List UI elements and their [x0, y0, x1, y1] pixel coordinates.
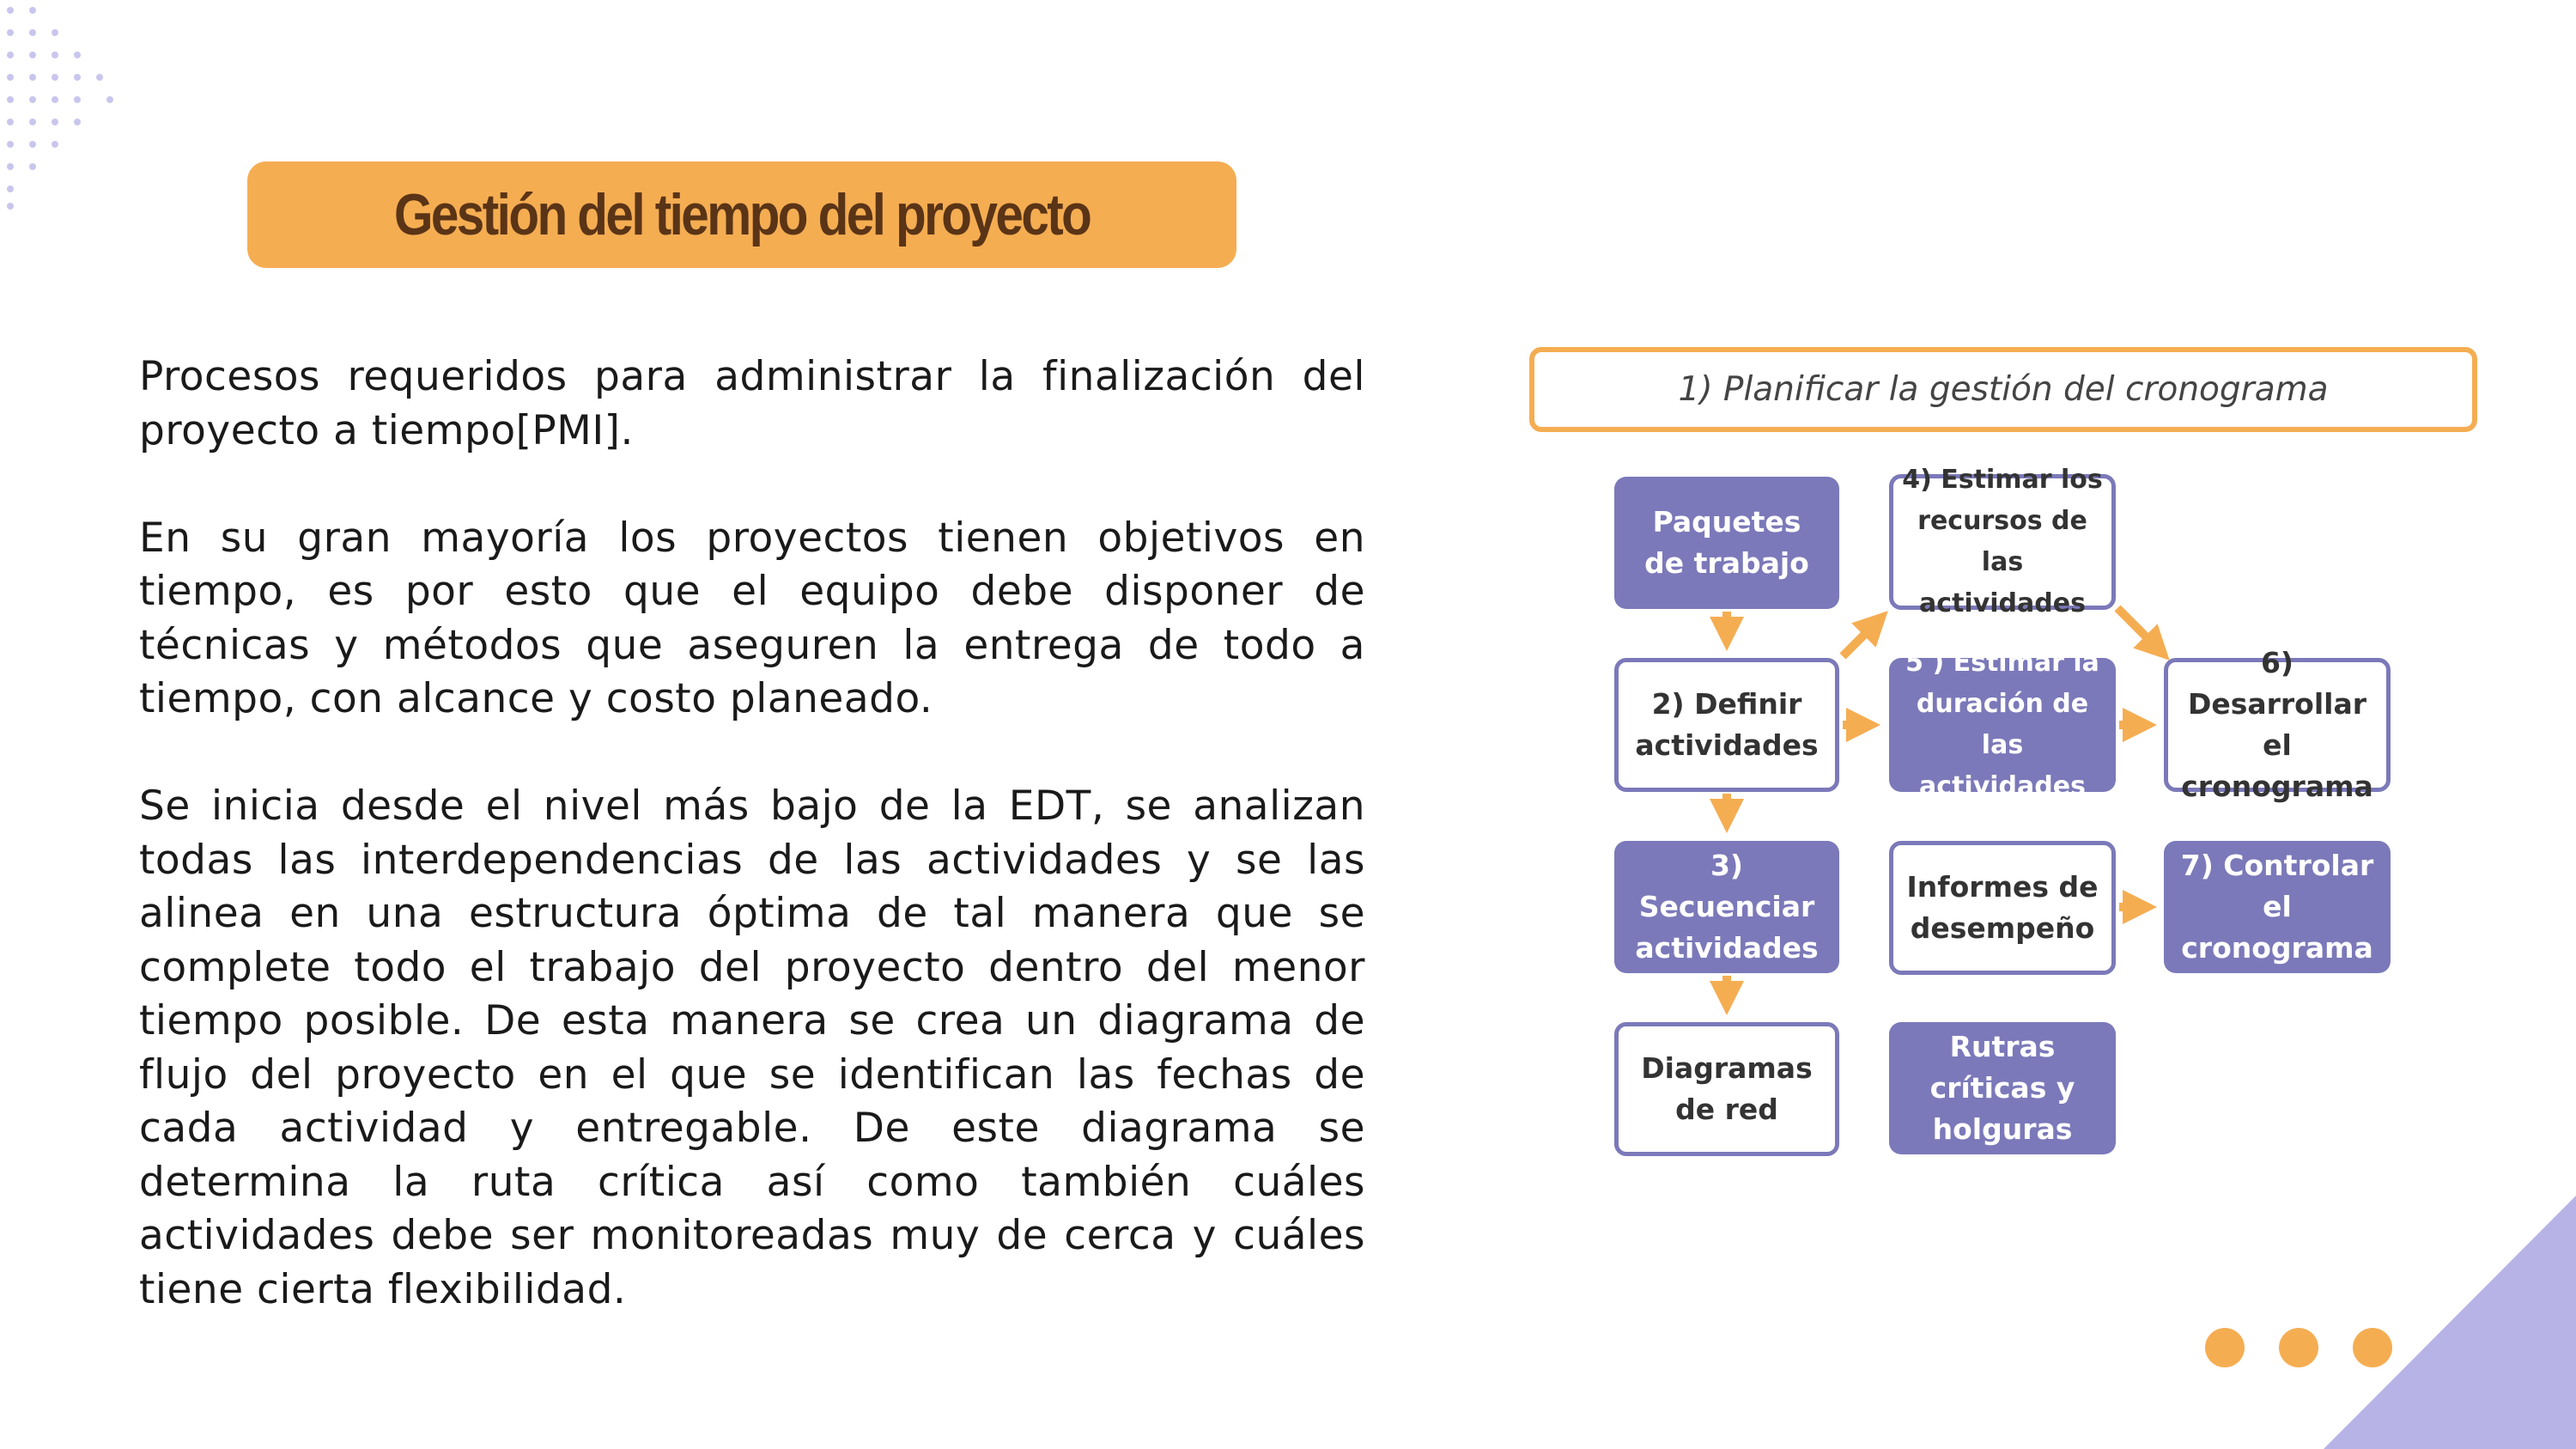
node-label: 6) Desarrollar el cronograma — [2181, 646, 2373, 803]
node-estimar-recursos — [1889, 465, 2116, 618]
node-label: Diagramas de red — [1641, 1051, 1813, 1126]
decorative-orange-dot — [2205, 1328, 2245, 1367]
node-secuenciar-actividades — [1614, 841, 1839, 973]
node-label: Informes de desempeño — [1906, 870, 2099, 945]
node-label: Rutras críticas y holguras — [1929, 1030, 2075, 1146]
decorative-dot-pattern — [0, 0, 137, 223]
node-desarrollar-cronograma — [2164, 646, 2391, 803]
decorative-orange-dot — [2279, 1328, 2318, 1367]
plan-schedule-box: 1) Planificar la gestión del cronograma — [1529, 347, 2477, 432]
node-label: Paquetes de trabajo — [1644, 505, 1809, 580]
node-rutas-criticas — [1889, 1022, 2116, 1154]
page-title: Gestión del tiempo del proyecto — [393, 182, 1091, 247]
node-estimar-duracion — [1889, 648, 2116, 801]
title-banner — [247, 161, 1236, 268]
node-label: 5 ) Estimar la duración de las actividades — [1905, 648, 2099, 801]
node-label: 3) Secuenciar actividades — [1635, 849, 1819, 965]
arrow-definir-to-recursos — [1843, 622, 1877, 656]
node-informes-desempeno — [1889, 841, 2116, 975]
paragraph-2: En su gran mayoría los proyectos tienen objetivos en tiempo, es por esto que el equipo debe disponer de técnicas y métodos que aseguren la entrega de todo a tiempo, con alcance y costo planeado. — [139, 514, 1365, 722]
node-label: 2) Definir actividades — [1635, 687, 1819, 762]
node-label: 4) Estimar los recursos de las actividades — [1902, 465, 2103, 618]
node-definir-actividades — [1614, 658, 1839, 792]
node-paquetes-trabajo — [1614, 477, 1839, 609]
paragraph-3: Se inicia desde el nivel más bajo de la EDT, se analizan todas las interdependencias de las actividades y se las alinea en una estructura óptima de tal manera que se complete todo el trabajo del proyecto dentro del menor tiempo posible. De esta manera se crea un diagrama de flujo del proyecto en el que se identifican las fechas de cada actividad y entregable. De este diagrama se determina la ruta crítica así como también cuáles actividades debe ser monitoreadas muy de cerca y cuáles tiene cierta flexibilidad. — [139, 782, 1365, 1313]
body-text — [139, 350, 1365, 1317]
decorative-orange-dot — [2353, 1328, 2392, 1367]
node-diagramas-red — [1614, 1022, 1839, 1156]
node-controlar-cronograma — [2164, 841, 2391, 973]
node-label: 7) Controlar el cronograma — [2180, 849, 2374, 965]
arrow-recursos-to-desarrollar — [2117, 608, 2159, 649]
paragraph-1: Procesos requeridos para administrar la finalización del proyecto a tiempo[PMI]. — [139, 353, 1365, 454]
